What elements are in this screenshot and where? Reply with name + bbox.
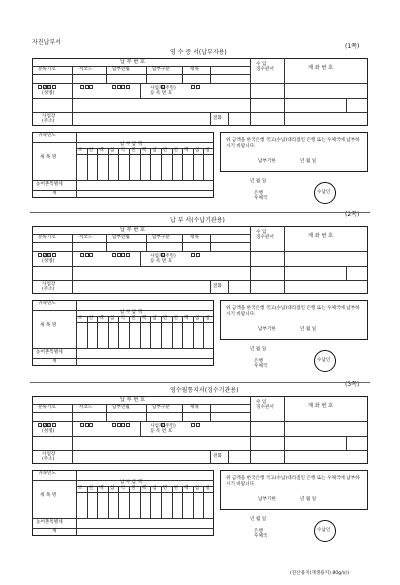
phone-label: 전화 bbox=[213, 284, 222, 289]
due-date-label: 납부기한 bbox=[258, 327, 276, 332]
copy-title: 영 수 증 서(납부자용) bbox=[170, 49, 227, 56]
copy-title: 영수필통지서(징수기관용) bbox=[170, 387, 239, 394]
copy-number: (3쪽) bbox=[345, 381, 360, 388]
address-label: 사업장 (주소) bbox=[42, 114, 56, 125]
period-label: 귀속연도 bbox=[38, 301, 56, 306]
digit-divider bbox=[172, 148, 173, 180]
issue-date: 년 월 일 bbox=[250, 179, 267, 184]
digit-unit: 백 bbox=[141, 316, 147, 321]
digit-divider bbox=[150, 148, 151, 180]
digit-unit: 백 bbox=[141, 148, 147, 153]
col-pay-month: 납부연월 bbox=[112, 405, 130, 410]
col-pay-type: 납부구분 bbox=[152, 67, 170, 72]
digit-unit: 천 bbox=[131, 148, 136, 153]
digit-divider bbox=[172, 316, 173, 348]
payment-number-label: 납 부 번 호 bbox=[120, 59, 145, 65]
total-label: 계 bbox=[52, 191, 57, 196]
digit-unit: 백 bbox=[184, 148, 189, 153]
payment-number-label: 납 부 번 호 bbox=[120, 397, 145, 403]
due-date-label: 납부기한 bbox=[258, 497, 276, 502]
biz-reg-number-label: 사업자(주민) 등 록 번 호 bbox=[150, 424, 176, 435]
receipt-stamp-text: 수납인 bbox=[317, 358, 331, 363]
taxpayer-name-label: 상호 (성명) bbox=[42, 86, 55, 97]
copy-title: 납 부 서(수납기관용) bbox=[170, 217, 225, 224]
digit-divider bbox=[140, 486, 141, 518]
form-copy bbox=[0, 211, 400, 388]
digit-unit: 일 bbox=[205, 486, 210, 491]
amount-title: 납 부 금 액 bbox=[120, 142, 143, 147]
digit-unit: 십 bbox=[109, 486, 115, 491]
digit-unit: 조 bbox=[78, 316, 83, 321]
col-pay-type: 납부구분 bbox=[152, 405, 170, 410]
digit-divider bbox=[97, 148, 98, 180]
digit-divider bbox=[97, 486, 98, 518]
digit-unit: 백 bbox=[184, 486, 189, 491]
digit-divider bbox=[140, 316, 141, 348]
digit-divider bbox=[161, 316, 162, 348]
form-copy bbox=[0, 43, 400, 220]
col-tax-item: 세목 bbox=[190, 67, 199, 72]
due-date-value: 년 월 일 bbox=[300, 159, 317, 164]
account-number-label: 계 좌 번 호 bbox=[308, 65, 333, 71]
issue-date: 년 월 일 bbox=[250, 347, 267, 352]
due-date-value: 년 월 일 bbox=[300, 497, 317, 502]
digit-unit: 일 bbox=[205, 148, 210, 153]
digit-divider bbox=[129, 316, 130, 348]
digit-unit: 십 bbox=[194, 486, 200, 491]
digit-unit: 천 bbox=[131, 486, 136, 491]
total-label: 계 bbox=[52, 359, 57, 364]
form-copy bbox=[0, 381, 400, 558]
digit-unit: 십 bbox=[194, 148, 200, 153]
phone-label: 전화 bbox=[213, 116, 222, 121]
digit-divider bbox=[182, 148, 183, 180]
digit-unit: 백 bbox=[141, 486, 147, 491]
digit-divider bbox=[150, 316, 151, 348]
ag-special-tax-label: 농어촌특별세 bbox=[36, 350, 63, 355]
digit-divider bbox=[108, 148, 109, 180]
due-date-value: 년 월 일 bbox=[300, 327, 317, 332]
payment-notice: 위 금액을 한국은행 국고(수납)대리점인 은행 또는 우체국에 납부하시기 바랍니다. bbox=[226, 138, 360, 150]
payment-notice: 위 금액을 한국은행 국고(수납)대리점인 은행 또는 우체국에 납부하시기 바랍니다. bbox=[226, 306, 360, 318]
digit-unit: 만 bbox=[162, 148, 168, 153]
biz-reg-number-label: 사업자(주민) 등 록 번 호 bbox=[150, 86, 176, 97]
digit-divider bbox=[97, 316, 98, 348]
digit-divider bbox=[182, 486, 183, 518]
issue-date: 년 월 일 bbox=[250, 517, 267, 522]
digit-divider bbox=[193, 486, 194, 518]
digit-divider bbox=[87, 316, 88, 348]
receipt-stamp-text: 수납인 bbox=[317, 528, 331, 533]
digit-unit: 십 bbox=[152, 486, 157, 491]
digit-divider bbox=[182, 316, 183, 348]
biz-reg-number-label: 사업자(주민) 등 록 번 호 bbox=[150, 254, 176, 265]
col-office-code: 서코드 bbox=[79, 235, 93, 240]
col-classification: 분류기호 bbox=[38, 67, 56, 72]
tax-name-label: 세 목 명 bbox=[40, 493, 57, 498]
digit-unit: 십 bbox=[194, 316, 200, 321]
code-boxes-item[interactable] bbox=[191, 76, 200, 92]
digit-unit: 조 bbox=[78, 148, 83, 153]
code-boxes-month[interactable] bbox=[112, 414, 130, 430]
digit-divider bbox=[193, 148, 194, 180]
col-classification: 분류기호 bbox=[38, 235, 56, 240]
ag-special-tax-label: 농어촌특별세 bbox=[36, 520, 63, 525]
digit-divider bbox=[118, 486, 119, 518]
digit-unit: 천 bbox=[88, 316, 94, 321]
digit-divider bbox=[118, 148, 119, 180]
code-boxes-office[interactable] bbox=[80, 414, 94, 430]
col-classification: 분류기호 bbox=[38, 405, 56, 410]
code-boxes-office[interactable] bbox=[80, 76, 94, 92]
digit-unit: 만 bbox=[162, 316, 168, 321]
digit-divider bbox=[108, 486, 109, 518]
taxpayer-name-label: 상호 (성명) bbox=[42, 424, 55, 435]
receipt-stamp-text: 수납인 bbox=[317, 190, 331, 195]
phone-label: 전화 bbox=[213, 454, 222, 459]
receiving-bank-label: 은행 우체국 bbox=[254, 529, 268, 540]
account-number-label: 계 좌 번 호 bbox=[308, 403, 333, 409]
col-tax-item: 세목 bbox=[190, 235, 199, 240]
digit-unit: 십 bbox=[109, 316, 115, 321]
digit-unit: 백 bbox=[99, 486, 104, 491]
copy-number: (2쪽) bbox=[345, 211, 360, 218]
copy-number: (1쪽) bbox=[345, 43, 360, 50]
digit-unit: 백 bbox=[99, 148, 104, 153]
digit-divider bbox=[129, 486, 130, 518]
tear-line bbox=[30, 382, 370, 383]
digit-divider bbox=[87, 148, 88, 180]
tax-name-label: 세 목 명 bbox=[40, 155, 57, 160]
digit-unit: 백 bbox=[184, 316, 189, 321]
tax-name-label: 세 목 명 bbox=[40, 323, 57, 328]
digit-divider bbox=[87, 486, 88, 518]
payment-number-label: 납 부 번 호 bbox=[120, 227, 145, 233]
col-pay-month: 납부연월 bbox=[112, 235, 130, 240]
tear-line bbox=[30, 212, 370, 213]
code-boxes-month[interactable] bbox=[112, 76, 130, 92]
digit-unit: 조 bbox=[78, 486, 83, 491]
code-boxes-item[interactable] bbox=[191, 414, 200, 430]
amount-title: 납 부 금 액 bbox=[120, 310, 143, 315]
digit-divider bbox=[140, 148, 141, 180]
amount-title: 납 부 금 액 bbox=[120, 480, 143, 485]
digit-unit: 억 bbox=[120, 486, 125, 491]
digit-divider bbox=[129, 148, 130, 180]
digit-unit: 십 bbox=[152, 148, 157, 153]
digit-divider bbox=[172, 486, 173, 518]
digit-divider bbox=[150, 486, 151, 518]
ag-special-tax-label: 농어촌특별세 bbox=[36, 182, 63, 187]
payment-notice: 위 금액을 한국은행 국고(수납)대리점인 은행 또는 우체국에 납부하시기 바랍니다. bbox=[226, 476, 360, 488]
amount-digit-columns bbox=[76, 316, 214, 348]
digit-unit: 만 bbox=[162, 486, 168, 491]
amount-digit-columns bbox=[76, 486, 214, 518]
collection-office-label: 수 입 징수관서 bbox=[256, 62, 274, 73]
digit-unit: 천 bbox=[131, 316, 136, 321]
code-boxes-item[interactable] bbox=[191, 244, 200, 260]
footer-note: (전산용지(재생용지) 80g/㎡) bbox=[290, 571, 350, 576]
taxpayer-name-label: 상호 (성명) bbox=[42, 254, 55, 265]
digit-unit: 억 bbox=[120, 148, 125, 153]
address-label: 사업장 (주소) bbox=[42, 282, 56, 293]
amount-digit-columns bbox=[76, 148, 214, 180]
code-boxes-month[interactable] bbox=[112, 244, 130, 260]
col-office-code: 서코드 bbox=[79, 405, 93, 410]
collection-office-label: 수 입 징수관서 bbox=[256, 230, 274, 241]
digit-unit: 천 bbox=[88, 148, 94, 153]
due-date-label: 납부기한 bbox=[258, 159, 276, 164]
digit-divider bbox=[193, 316, 194, 348]
digit-divider bbox=[118, 316, 119, 348]
period-label: 귀속연도 bbox=[38, 133, 56, 138]
collection-office-label: 수 입 징수관서 bbox=[256, 400, 274, 411]
digit-unit: 억 bbox=[120, 316, 125, 321]
col-tax-item: 세목 bbox=[190, 405, 199, 410]
digit-divider bbox=[161, 148, 162, 180]
digit-unit: 천 bbox=[88, 486, 94, 491]
digit-divider bbox=[161, 486, 162, 518]
col-pay-type: 납부구분 bbox=[152, 235, 170, 240]
period-label: 귀속연도 bbox=[38, 471, 56, 476]
digit-unit: 천 bbox=[173, 148, 178, 153]
digit-unit: 십 bbox=[109, 148, 115, 153]
receiving-bank-label: 은행 우체국 bbox=[254, 359, 268, 370]
digit-unit: 천 bbox=[173, 486, 178, 491]
col-pay-month: 납부연월 bbox=[112, 67, 130, 72]
digit-unit: 십 bbox=[152, 316, 157, 321]
account-number-label: 계 좌 번 호 bbox=[308, 233, 333, 239]
code-boxes-office[interactable] bbox=[80, 244, 94, 260]
address-label: 사업장 (주소) bbox=[42, 452, 56, 463]
digit-divider bbox=[108, 316, 109, 348]
col-office-code: 서코드 bbox=[79, 67, 93, 72]
digit-unit: 백 bbox=[99, 316, 104, 321]
digit-divider bbox=[203, 148, 204, 180]
digit-unit: 천 bbox=[173, 316, 178, 321]
digit-unit: 일 bbox=[205, 316, 210, 321]
total-label: 계 bbox=[52, 529, 57, 534]
form-id: 자진납부서 bbox=[32, 39, 61, 46]
digit-divider bbox=[203, 316, 204, 348]
digit-divider bbox=[203, 486, 204, 518]
receiving-bank-label: 은행 우체국 bbox=[254, 191, 268, 202]
